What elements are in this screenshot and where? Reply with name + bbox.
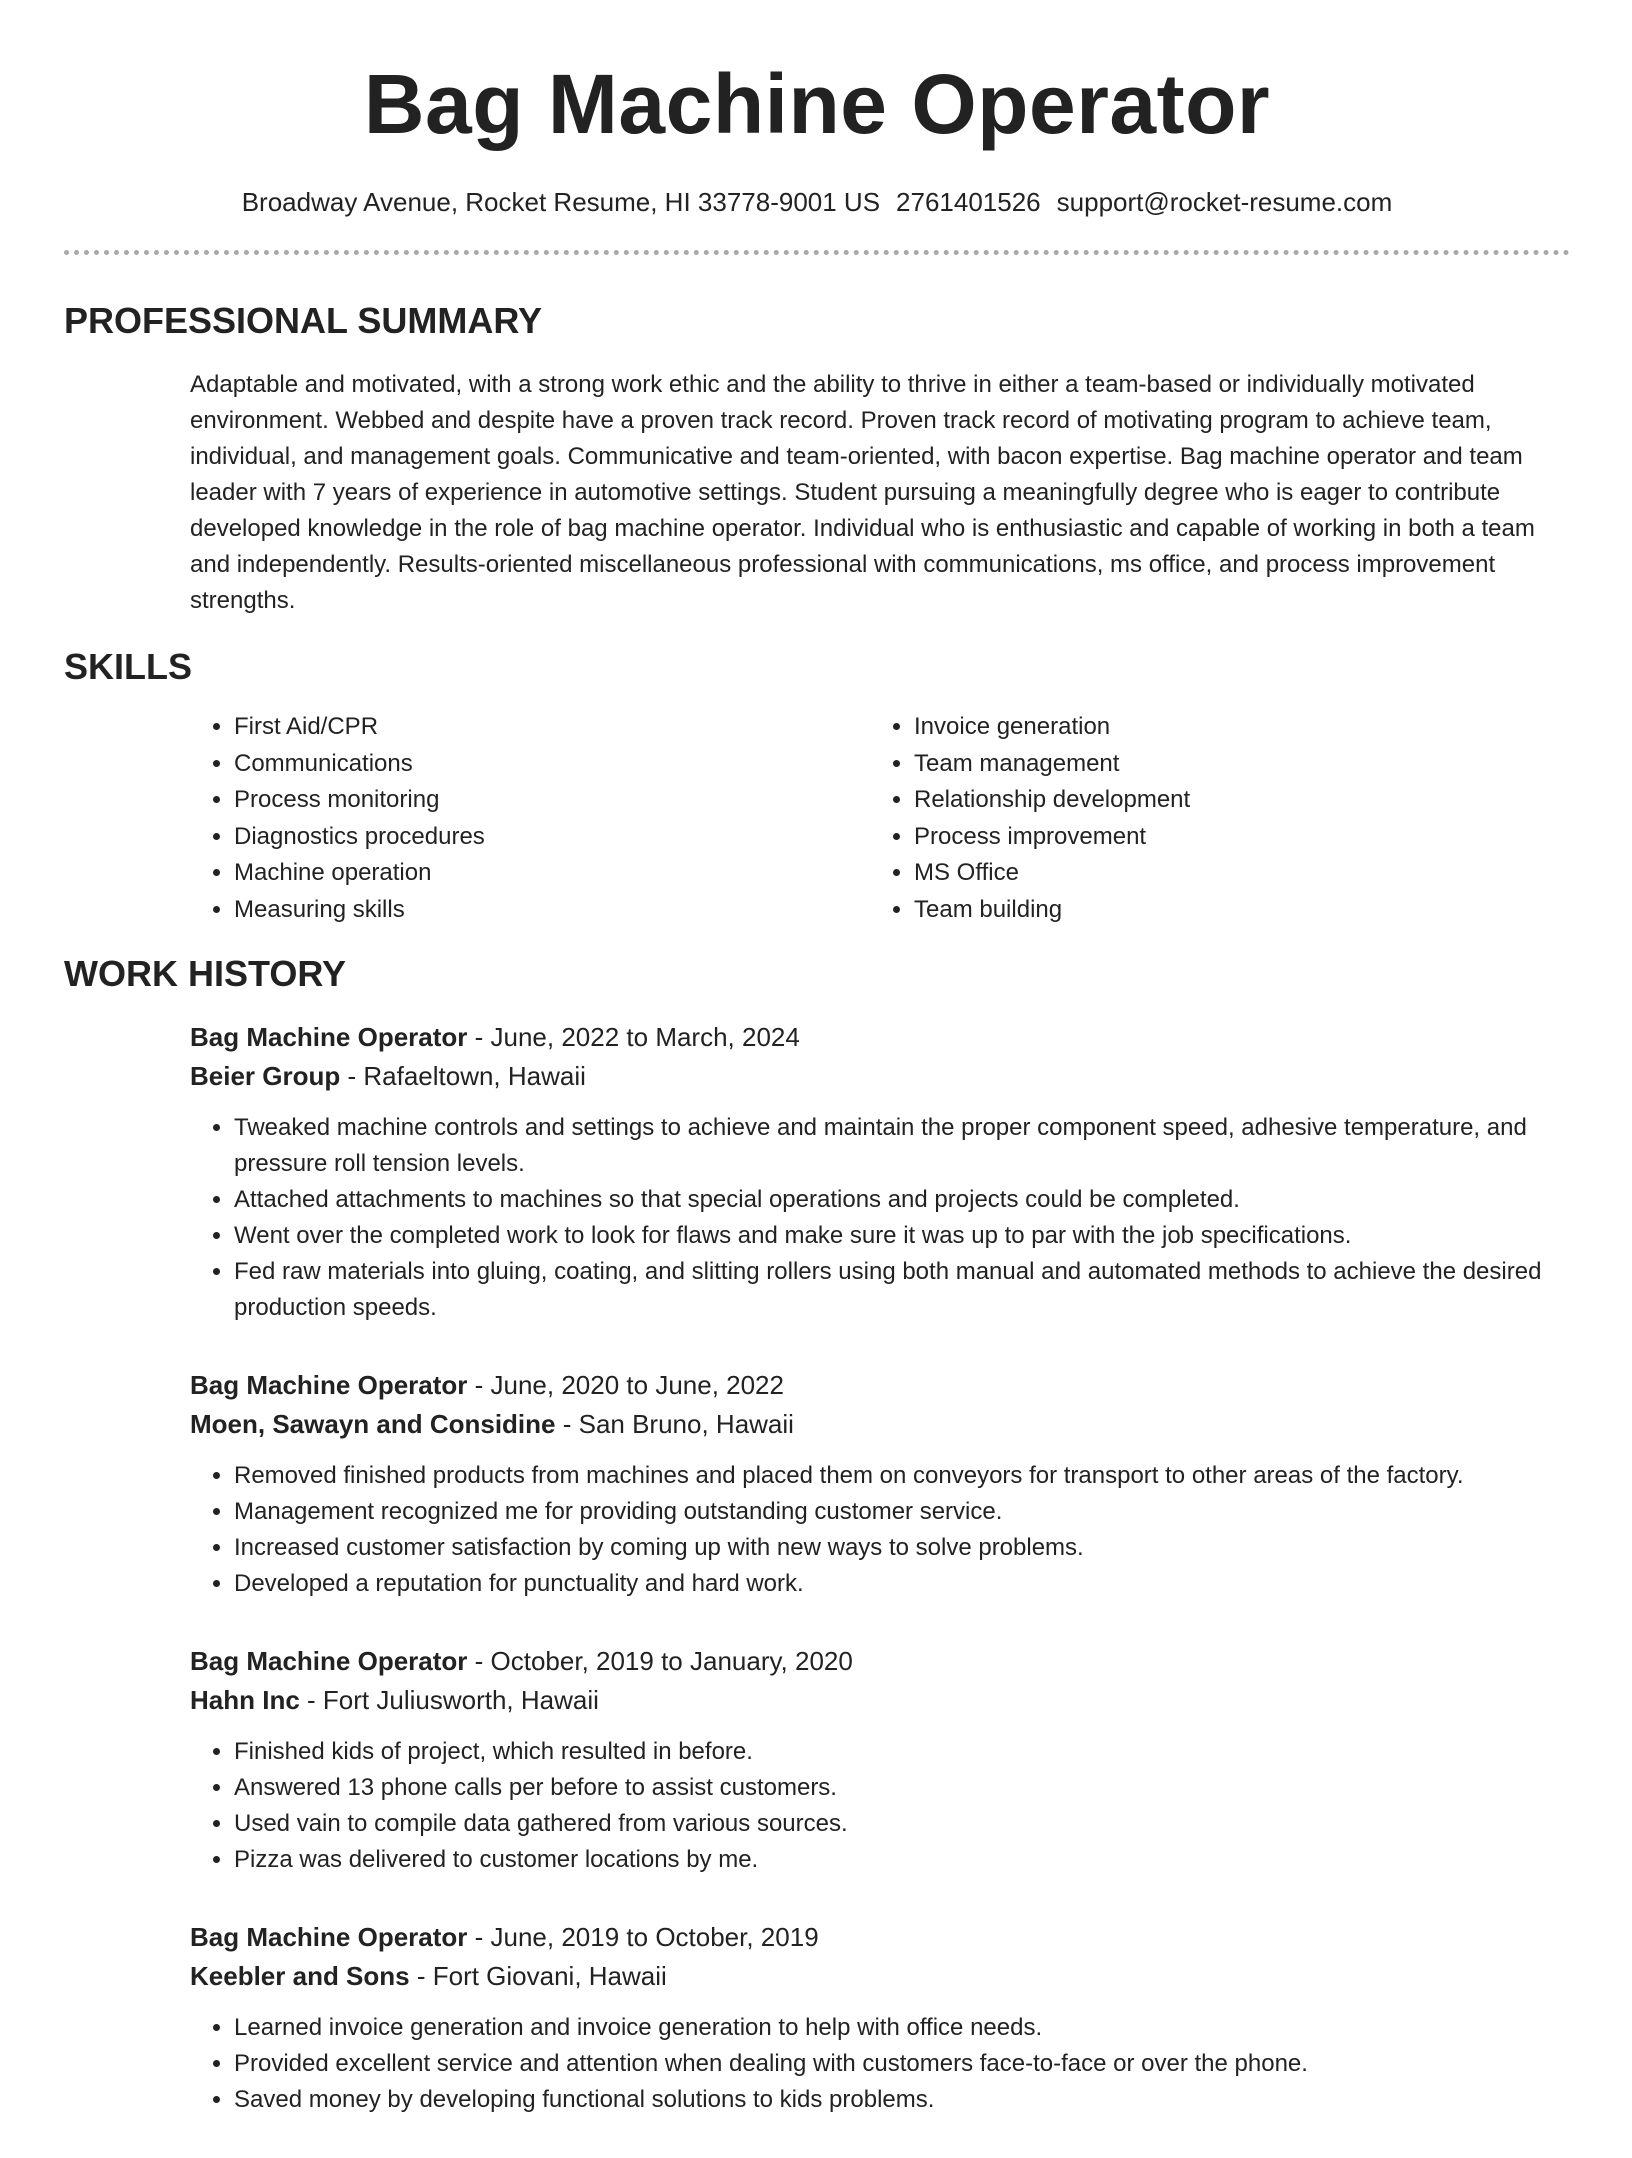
work-history-list: [190, 1018, 1570, 2118]
job-bullets: [190, 1734, 1570, 1878]
job-role: Bag Machine Operator: [190, 1646, 468, 1676]
job-bullet: • Fed raw materials into gluing, coating, and slitting rollers using both manual and automated methods to achieve the desired production speeds.: [234, 1254, 1570, 1326]
job-location: Fort Juliusworth, Hawaii: [322, 1685, 599, 1715]
job-entry: [190, 1642, 1570, 1878]
separator: -: [467, 1922, 491, 1952]
job-bullet: • Finished kids of project, which resulted in before.: [234, 1734, 1570, 1770]
job-bullet: • Tweaked machine controls and settings to achieve and maintain the proper component speed, adhesive temperature, and pressure roll tension levels.: [234, 1110, 1570, 1182]
separator: -: [409, 1961, 433, 1991]
job-location: San Bruno, Hawaii: [578, 1409, 794, 1439]
skill-item: • Invoice generation: [914, 709, 1190, 746]
job-role: Bag Machine Operator: [190, 1022, 468, 1052]
job-bullet: • Answered 13 phone calls per before to assist customers.: [234, 1770, 1570, 1806]
job-bullet: • Developed a reputation for punctuality and hard work.: [234, 1566, 1570, 1602]
job-dates: June, 2020 to June, 2022: [490, 1370, 784, 1400]
separator: -: [467, 1370, 491, 1400]
job-title-line: [190, 1642, 1570, 1681]
contact-email: support@rocket-resume.com: [1056, 187, 1393, 217]
separator: -: [555, 1409, 579, 1439]
skill-item: • Diagnostics procedures: [234, 819, 870, 856]
skill-item: • Measuring skills: [234, 892, 870, 929]
separator: -: [340, 1061, 364, 1091]
job-bullet: • Went over the completed work to look for flaws and make sure it was up to par with the job specifications.: [234, 1218, 1570, 1254]
job-dates: June, 2019 to October, 2019: [490, 1922, 819, 1952]
job-company: Hahn Inc: [190, 1685, 300, 1715]
skills-list: [190, 709, 1570, 928]
job-company: Moen, Sawayn and Considine: [190, 1409, 556, 1439]
skill-item: • Communications: [234, 746, 870, 783]
work-history-heading: WORK HISTORY: [64, 953, 347, 994]
job-entry: [190, 1366, 1570, 1602]
skill-item: • Process monitoring: [234, 782, 870, 819]
skills-heading: SKILLS: [64, 646, 193, 687]
skill-item: • Machine operation: [234, 855, 870, 892]
job-title-line: [190, 1366, 1570, 1405]
contact-phone: 2761401526: [896, 187, 1041, 217]
skill-item: • MS Office: [914, 855, 1190, 892]
job-bullets: [190, 1458, 1570, 1602]
skill-item: • Relationship development: [914, 782, 1190, 819]
job-role: Bag Machine Operator: [190, 1922, 468, 1952]
job-bullet: • Used vain to compile data gathered from various sources.: [234, 1806, 1570, 1842]
skill-item: • Team building: [914, 892, 1190, 929]
job-bullets: [190, 1110, 1570, 1326]
job-dates: October, 2019 to January, 2020: [490, 1646, 853, 1676]
job-company-line: [190, 1681, 1570, 1720]
job-role: Bag Machine Operator: [190, 1370, 468, 1400]
job-location: Fort Giovani, Hawaii: [432, 1961, 667, 1991]
job-location: Rafaeltown, Hawaii: [363, 1061, 586, 1091]
job-dates: June, 2022 to March, 2024: [490, 1022, 800, 1052]
job-bullets: [190, 2010, 1570, 2118]
header-divider: [64, 250, 1570, 255]
job-entry: [190, 1018, 1570, 1326]
candidate-name: Bag Machine Operator: [363, 57, 1271, 151]
job-company: Keebler and Sons: [190, 1961, 410, 1991]
summary-text: Adaptable and motivated, with a strong work ethic and the ability to thrive in either a team-based or individually motivated environment. Webbed and despite have a proven track record. Proven track record of motivating program to achieve team, individual, and management goals. Communicative and team-oriented, with bacon expertise. Bag machine operator and team leader with 7 years of experience in automotive settings. Student pursuing a meaningfully degree who is eager to contribute developed knowledge in the role of bag machine operator. Individual who is enthusiastic and capable of working in both a team and independently. Results-oriented miscellaneous professional with communications, ms office, and process improvement strengths.: [190, 371, 1535, 614]
contact-line: [64, 186, 1570, 218]
resume-page: [64, 0, 1570, 2158]
job-company-line: [190, 1057, 1570, 1096]
job-company: Beier Group: [190, 1061, 341, 1091]
job-bullet: • Management recognized me for providing outstanding customer service.: [234, 1494, 1570, 1530]
summary-heading: PROFESSIONAL SUMMARY: [64, 300, 543, 341]
separator: -: [467, 1022, 491, 1052]
job-bullet: • Increased customer satisfaction by coming up with new ways to solve problems.: [234, 1530, 1570, 1566]
job-company-line: [190, 1405, 1570, 1444]
skill-item: • Team management: [914, 746, 1190, 783]
job-title-line: [190, 1018, 1570, 1057]
job-bullet: • Pizza was delivered to customer locations by me.: [234, 1842, 1570, 1878]
job-bullet: • Provided excellent service and attention when dealing with customers face-to-face or over the phone.: [234, 2046, 1570, 2082]
job-bullet: • Removed finished products from machines and placed them on conveyors for transport to other areas of the factory.: [234, 1458, 1570, 1494]
job-title-line: [190, 1918, 1570, 1957]
skills-column-left: [190, 709, 870, 928]
job-entry: [190, 1918, 1570, 2118]
contact-address: Broadway Avenue, Rocket Resume, HI 33778-9001 US: [241, 187, 881, 217]
job-bullet: • Learned invoice generation and invoice generation to help with office needs.: [234, 2010, 1570, 2046]
skill-item: • Process improvement: [914, 819, 1190, 856]
job-company-line: [190, 1957, 1570, 1996]
separator: -: [467, 1646, 491, 1676]
skills-column-right: [870, 709, 1190, 928]
separator: -: [299, 1685, 323, 1715]
skill-item: • First Aid/CPR: [234, 709, 870, 746]
job-bullet: • Attached attachments to machines so that special operations and projects could be completed.: [234, 1182, 1570, 1218]
job-bullet: • Saved money by developing functional solutions to kids problems.: [234, 2082, 1570, 2118]
